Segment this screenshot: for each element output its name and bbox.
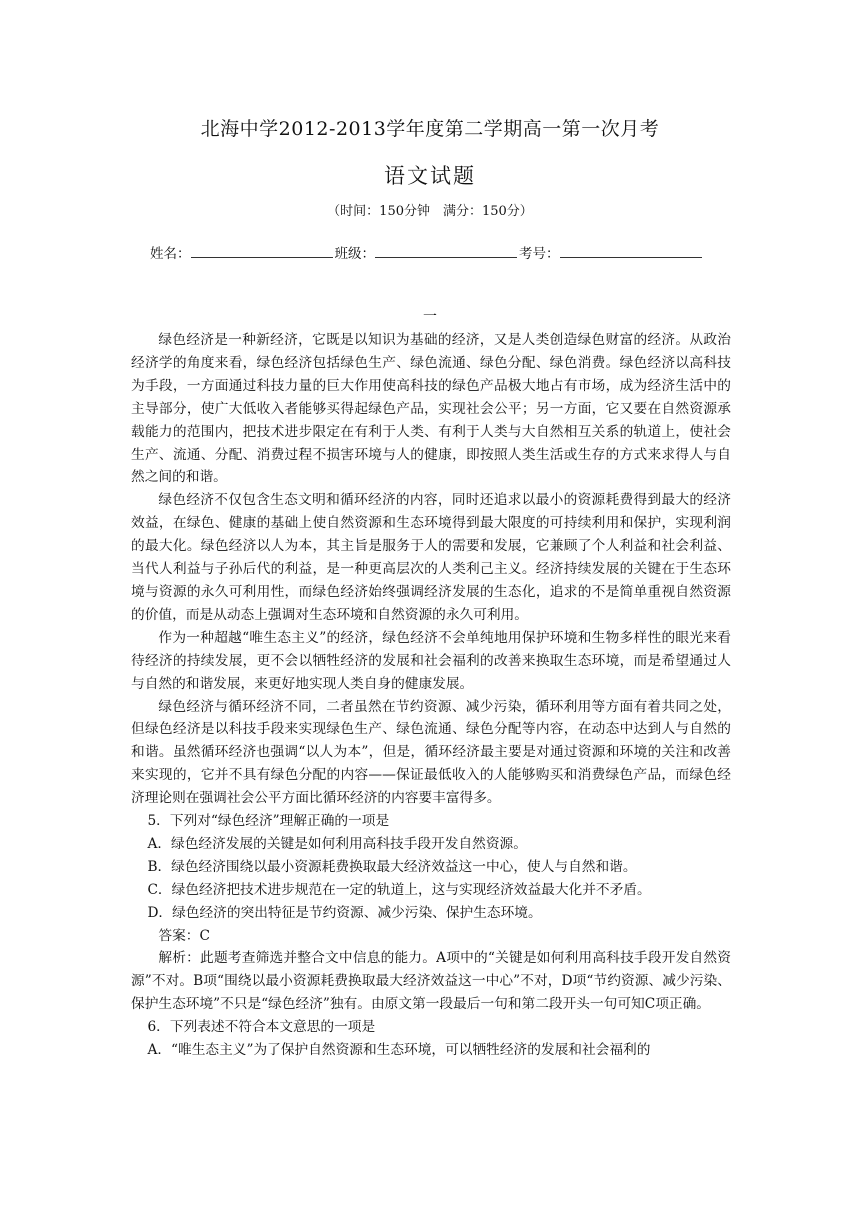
passage-paragraph-4: 绿色经济与循环经济不同，二者虽然在节约资源、减少污染，循环利用等方面有着共同之处，但绿色经济是以科技手段来实现绿色生产、绿色流通、绿色分配等内容，在动态中达到人与自然的和谐。虽然循环经济也强调“以人为本”，但是，循环经济最主要是对通过资源和环境的关注和改善来实现的，它并不具有绿色分配的内容——保证最低收入的人能够购买和消费绿色产品，而绿色经济理论则在强调社会公平方面比循环经济的内容要丰富得多。	[131, 698, 731, 807]
passage-paragraph-1: 绿色经济是一种新经济，它既是以知识为基础的经济，又是人类创造绿色财富的经济。从政治经济学的角度来看，绿色经济包括绿色生产、绿色流通、绿色分配、绿色消费。绿色经济以高科技为手段，一方面通过科技力量的巨大作用使高科技的绿色产品极大地占有市场，成为经济生活中的主导部分，使广大低收入者能够买得起绿色产品，实现社会公平；另一方面，它又要在自然资源承载能力的范围内，把技术进步限定在有利于人类、有利于人类与大自然相互关系的轨道上，使社会生产、流通、分配、消费过程不损害环境与人的健康，即按照人类生活或生存的方式来求得人与自然之间的和谐。	[131, 332, 731, 486]
name-blank[interactable]	[191, 245, 333, 258]
class-blank[interactable]	[375, 245, 517, 258]
exam-no-blank[interactable]	[560, 245, 702, 258]
passage-body	[131, 329, 731, 1062]
question-5-stem: 5．下列对“绿色经济”理解正确的一项是	[147, 813, 390, 830]
passage-paragraph-2: 绿色经济不仅包含生态文明和循环经济的内容，同时还追求以最小的资源耗费得到最大的经济效益，在绿色、健康的基础上使自然资源和生态环境得到最大限度的可持续利用和保护，实现利润的最大化。绿色经济以人为本，其主旨是服务于人的需要和发展，它兼顾了个人利益和社会利益、当代人利益与子孙后代的利益，是一种更高层次的人类利己主义。经济持续发展的关键在于生态环境与资源的永久可利用性，而绿色经济始终强调经济发展的生态化，追求的不是简单重视自然资源的价值，而是从动态上强调对生态环境和自然资源的永久可利用。	[131, 492, 731, 623]
question-5-analysis: 解析：此题考查筛选并整合文中信息的能力。A项中的“关键是如何利用高科技手段开发自然资源”不对。B项“围绕以最小资源耗费换取最大经济效益这一中心”不对，D项“节约资源、减少污染、保护生态环境”不只是“绿色经济”独有。由原文第一段最后一句和第二段开头一句可知C项正确。	[131, 950, 731, 1013]
question-5-option-a: A．绿色经济发展的关键是如何利用高科技手段开发自然资源。	[147, 835, 527, 852]
question-5-answer: 答案：C	[158, 927, 210, 944]
class-label: 班级：	[334, 246, 375, 262]
section-mark: 一	[423, 309, 437, 325]
student-info-line	[150, 242, 704, 262]
question-6-option-a: A．“唯生态主义”为了保护自然资源和生态环境，可以牺牲经济的发展和社会福利的	[147, 1042, 651, 1059]
question-5-option-b: B．绿色经济围绕以最小资源耗费换取最大经济效益这一中心，使人与自然和谐。	[147, 858, 637, 875]
exam-subtitle: 语文试题	[384, 164, 476, 188]
exam-title: 北海中学2012-2013学年度第二学期高一第一次月考	[200, 118, 660, 140]
question-5-option-c: C．绿色经济把技术进步规范在一定的轨道上，这与实现经济效益最大化并不矛盾。	[147, 881, 651, 898]
question-5-option-d: D．绿色经济的突出特征是节约资源、减少污染、保护生态环境。	[147, 904, 542, 921]
exam-meta: （时间：150分钟 满分：150分）	[327, 204, 533, 219]
question-6-stem: 6．下列表述不符合本文意思的一项是	[147, 1019, 376, 1036]
exam-no-label: 考号：	[519, 246, 560, 262]
name-label: 姓名：	[150, 246, 191, 262]
passage-paragraph-3: 作为一种超越“唯生态主义”的经济，绿色经济不会单纯地用保护环境和生物多样性的眼光来看待经济的持续发展，更不会以牺牲经济的发展和社会福利的改善来换取生态环境，而是希望通过人与自然的和谐发展，来更好地实现人类自身的健康发展。	[131, 629, 731, 692]
